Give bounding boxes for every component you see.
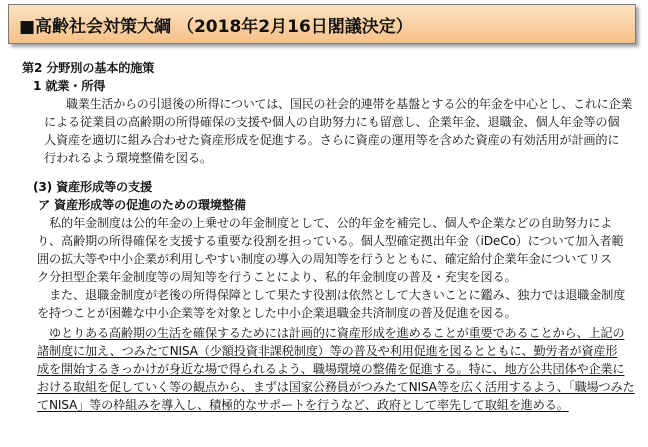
underlined-paragraph-line: 成を開始するきっかけが身近な場で得られるよう、職場環境の整備を促進する。特に、地方公共団体や企業に bbox=[37, 362, 625, 376]
paragraph-line: を持つことが困難な中小企業等を対象とした中小企業退職金共済制度の普及促進を図る。 bbox=[37, 306, 517, 320]
paragraph-line: 私的年金制度は公的年金の上乗せの年金制度として、公的年金を補完し、個人や企業などの自助努力によ bbox=[49, 216, 613, 230]
paragraph-line: 職業生活からの引退後の所得については、国民の社会的連帯を基盤とする公的年金を中心とし、これに企業 bbox=[66, 97, 633, 111]
paragraph-line: り、高齢期の所得確保を支援する重要な役割を担っている。個人型確定拠出年金（iDeCo）について加入者範 bbox=[37, 234, 624, 248]
underlined-paragraph-line: てNISA」等の枠組みを導入し、積極的なサポートを行うなど、政府として率先して取組を進める。 bbox=[37, 398, 569, 412]
item-heading: (3) 資産形成等の支援 bbox=[33, 180, 152, 194]
underlined-paragraph-line: おける取組を促していく等の観点から、まずは国家公務員がつみたてNISA等を広く活用するよう、「職場つみた bbox=[37, 380, 635, 394]
paragraph-line: 囲の拡大等や中小企業が利用しやすい制度の導入の周知等を行うとともに、確定給付企業年金についてリス bbox=[37, 252, 612, 266]
underlined-paragraph-line: 諸制度に加え、つみたてNISA（少額投資非課税制度）等の普及や利用促進を図るとともに、勤労者が資産形 bbox=[37, 344, 618, 358]
paragraph-line: 行われるよう環境整備を図る。 bbox=[44, 151, 212, 165]
paragraph-line: による従業員の高齢期の所得確保の支援や個人の自助努力にも留意し、企業年金、退職金、個人年金等の個 bbox=[44, 115, 620, 129]
subsection-heading: 1 就業・所得 bbox=[33, 79, 106, 93]
paragraph-line: ク分担型企業年金制度等の周知等を行うことにより、私的年金制度の普及・充実を図る。 bbox=[37, 270, 517, 284]
section-heading: 第2 分野別の基本的施策 bbox=[22, 61, 155, 75]
paragraph-line: 人資産を適切に組み合わせた資産形成を促進する。さらに資産の運用等を含めた資産の有効活用が計画的に bbox=[44, 133, 620, 147]
document-title-banner bbox=[8, 4, 636, 44]
subitem-heading: ア 資産形成等の促進のための環境整備 bbox=[38, 198, 246, 212]
underlined-paragraph-line: ゆとりある高齢期の生活を確保するためには計画的に資産形成を進めることが重要であることから、上記の bbox=[49, 326, 625, 340]
document-title: ■高齢社会対策大綱 （2018年2月16日閣議決定） bbox=[19, 16, 413, 37]
paragraph-line: また、退職金制度が老後の所得保障として果たす役割は依然として大きいことに鑑み、独力では退職金制度 bbox=[49, 288, 626, 302]
